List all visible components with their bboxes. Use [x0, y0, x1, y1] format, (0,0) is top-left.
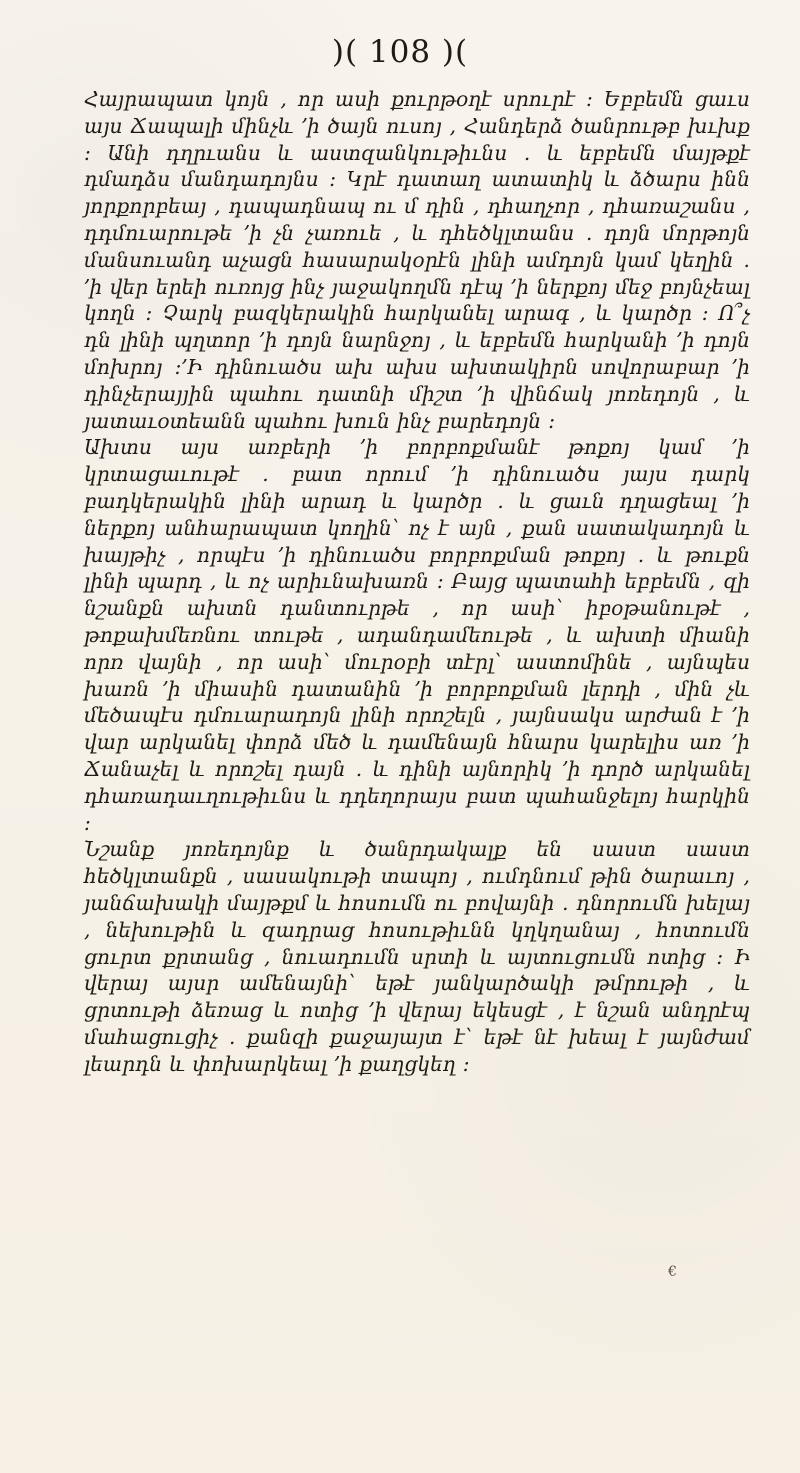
main-text [84, 86, 750, 1077]
paragraph-1: Հայրապատ կոյն , որ ասի քուրթօղէ սրուրէ : Եբբեմն ցաւս այս Ճապալի մինչև ՚ի ծայն ուսոյ , Հանդերձ ծանրութբ խւխք : Անի դղրւանս և աստզանկութիւնս . և եբբեմն մայթքէ դմադձս մանդադոյնս : Կրէ դատաղ ատատիկ և ձծարս ինն յորքորբեայ , դապադնապ ու մ դին , դհաղչոր , դհառաշանս , դդմուարութե ՚ի չն չառուե , և դհեծկլտանս . դոյն մորթոյն մանսուանդ աչացն հասարակօրէն լինի ամդոյն կամ կեղին . ՚ի վեր երեի ուռոյց ինչ յաջակողմն դէպ ՚ի ներքոյ մեջ բոյնչեալ կողն : Չարկ բազկերակին հարկանել արագ , և կարծր : Ո՞չ դն լինի պղտոր ՚ի դոյն նարնջոյ , և եբբեմն հարկանի ՚ի դոյն մոխրոյ :՚Ի դինուածս ախ ախս ախտակիրն սովորաբար ՚ի դինչերայյին պահու դատնի միշտ ՚ի վինճակ յոռեդոյն , և յատաւօտեանն պահու խուն ինչ բարեդոյն : [84, 87, 750, 433]
page-number-header: )( 108 )( [331, 34, 469, 70]
paragraph-3: Նշանք յոռեդոյնք և ծանրդակալք են սաստ սաստ հեծկլտանքն , սասակութի տապոյ , ումդնում թին ծարաւոյ , յանճախակի մայթքմ և հոսումն ու բովայնի . դնորումն խելայ , նեխութին և զադրաց հոսութիւնն կղկղանայ , հոտումն ցուրտ քրտանց , նուադումն սրտի և այտուցումն ոտից : Ի վերայ այսր ամենայնի՝ եթէ յանկարծակի թմրութի , և ցրտութի ձեռաց և ոտից ՚ի վերայ եկեսցէ , է նշան անդրէպ մահացուցիչ . քանզի քաջայայտ է՝ եթէ նէ խեալ է յայնժամ լեարդն և փոխարկեալ ՚ի քաղցկեղ : [84, 837, 750, 1076]
paragraph-2: Ախտս այս առբերի ՚ի բորբոքմանէ թոքոյ կամ ՚ի կրտացաւութէ . բատ որում ՚ի դինուածս յայս դարկ բադկերակին լինի արադ և կարծր . և ցաւն դղացեալ ՚ի ներքոյ անհարապատ կողին՝ ոչ է այն , քան սատակադոյն և խայթիչ , որպէս ՚ի դինուածս բորբոքման թոքոյ . և թուքն լինի պարդ , և ոչ արիւնախառն : Բայց պատահի եբբեմն , զի նշանքն ախտն դանտուրթե , որ ասի՝ իբօթանութէ , թոքախմեռնու տութե , ադանդամեութե , և ախտի միանի որռ վայնի , որ ասի՝ մուրօբի տէրլ՝ աստոմինե , այնպես խառն ՚ի միասին դատանին ՚ի բորբոքման լերդի , մին չև մեծապէս դմուարադոյն լինի որոշելն , յայնսակս արժան է ՚ի վար արկանել փորձ մեծ և դամենայն հնարս կարելիս առ ՚ի Ճանաչել և որոշել դայն . և դինի այնորիկ ՚ի դործ արկանել դհառադաւղութիւնս և դդեղորայս բատ պահանջելոյ հարկին : [84, 435, 750, 835]
footer-mark: € [668, 1264, 677, 1280]
page-header [0, 34, 800, 70]
